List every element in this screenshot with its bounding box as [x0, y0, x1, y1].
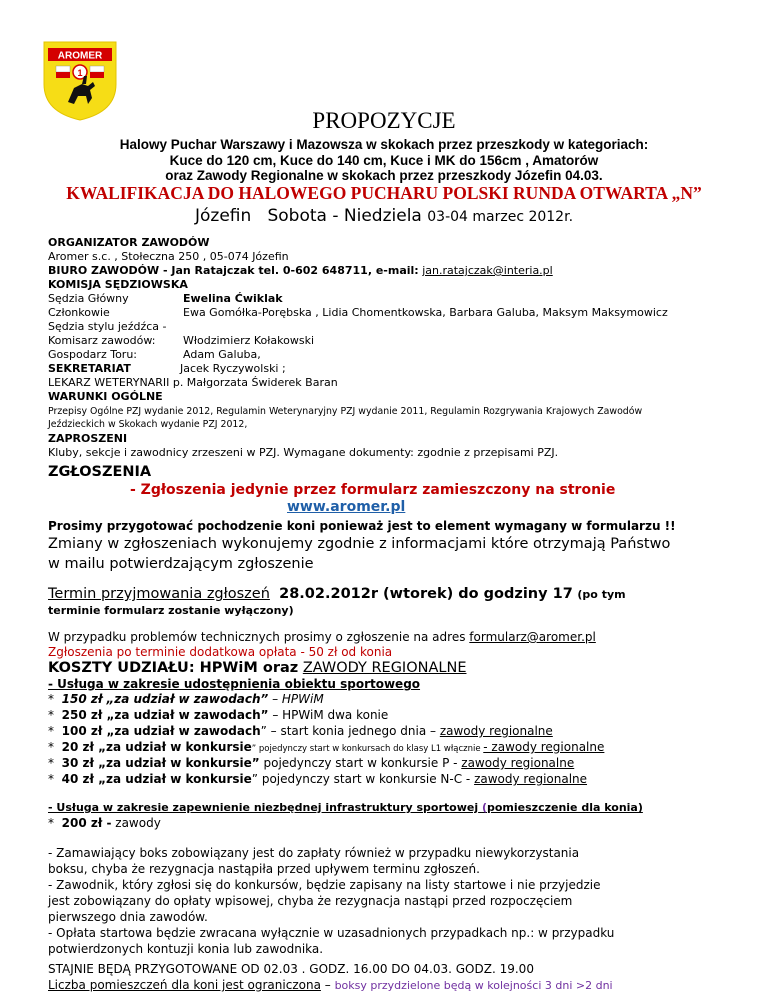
- invited-text: Kluby, sekcje i zawodnicy zrzeszeni w PZJ. Wymagane dokumenty: zgodnie z przepisami PZJ.: [48, 446, 559, 459]
- qualification-heading: KWALIFIKACJA DO HALOWEGO PUCHARU POLSKI RUNDA OTWARTA „N”: [66, 183, 702, 203]
- deadline-after: (po tym: [577, 588, 626, 601]
- cost-item-rest: ” pojedynczy start w konkursie N-C -: [251, 772, 475, 786]
- changes-line-1: Zmiany w zgłoszeniach wykonujemy zgodnie z informacjami które otrzymają Państwo: [48, 536, 671, 552]
- service2-item-bold: 200 zł -: [61, 816, 112, 830]
- cost-item: [48, 724, 553, 738]
- subtitle-line-1: Halowy Puchar Warszawy i Mazowsza w skokach przez przeszkody w kategoriach:: [119, 137, 649, 152]
- judge-value: Ewa Gomółka-Porębska , Lidia Chomentkowska, Barbara Galuba, Maksym Maksymowicz: [183, 306, 668, 319]
- conditions-line-2: Jeździeckich w Skokach wydanie PZJ 2012,: [48, 419, 248, 430]
- event-dates: 03-04 marzec 2012r.: [427, 209, 574, 225]
- judge-label: Sędzia stylu jeźdźca -: [48, 320, 167, 333]
- conditions-line-1: Przepisy Ogólne PZJ wydanie 2012, Regulamin Weterynaryjny PZJ wydanie 2011, Regulamin Rozgrywania Krajowych Zawodów: [48, 406, 643, 417]
- cost-item: [48, 756, 574, 770]
- entries-form-note: - Zgłoszenia jedynie przez formularz zamieszczony na stronie: [130, 482, 616, 498]
- vet-line: LEKARZ WETERYNARII p. Małgorzata Świderek Baran: [48, 376, 338, 389]
- judge-row: [48, 292, 129, 305]
- page-title: PROPOZYCJE: [312, 108, 456, 133]
- stables-dash: –: [320, 978, 335, 992]
- event-date-line: [0, 206, 768, 226]
- cost-item-rest: – HPWiM: [268, 692, 324, 706]
- note-line: potwierdzonych kontuzji konia lub zawodnika.: [48, 942, 324, 956]
- deadline-value: 28.02.2012r (wtorek) do godziny 17: [279, 586, 573, 602]
- judge-row: [48, 334, 156, 347]
- service2-item: [48, 816, 161, 830]
- problems-text: W przypadku problemów technicznych prosimy o zgłoszenie na adres: [48, 630, 466, 644]
- logo-number: 1: [77, 68, 83, 78]
- stables-limited: Liczba pomieszczeń dla koni jest ograniczona: [48, 978, 321, 992]
- judge-label: Komisarz zawodów:: [48, 334, 156, 347]
- late-fee-note: Zgłoszenia po terminie dodatkowa opłata - 50 zł od konia: [48, 645, 393, 659]
- cost-star: *: [48, 708, 54, 722]
- deadline-line-2: terminie formularz zostanie wyłączony): [48, 604, 294, 617]
- deadline-line: [48, 586, 626, 602]
- note-line: boksu, chyba że rezygnacja nastąpiła przed upływem terminu zgłoszeń.: [48, 862, 480, 876]
- entries-heading: ZGŁOSZENIA: [48, 464, 152, 480]
- cost-item-rest: pojedynczy start w konkursie P -: [259, 756, 462, 770]
- stables-limited-line: [48, 978, 613, 992]
- conditions-heading: WARUNKI OGÓLNE: [48, 390, 163, 403]
- invited-heading: ZAPROSZENI: [48, 432, 128, 445]
- costs-heading: [48, 660, 466, 676]
- judge-label: Sędzia Główny: [48, 292, 129, 305]
- organizer-address: Aromer s.c. , Stołeczna 250 , 05-074 Józefin: [48, 250, 289, 263]
- judge-label: Członkowie: [48, 306, 110, 319]
- cost-item-link[interactable]: - zawody regionalne: [483, 740, 605, 754]
- cost-item-bold: 150 zł „za udział w zawodach”: [61, 692, 269, 706]
- stables-allocation: boksy przydzielone będą w kolejności 3 dni >2 dni: [334, 979, 613, 992]
- logo-text: AROMER: [57, 50, 103, 62]
- pedigree-note: Prosimy przygotować pochodzenie koni ponieważ jest to element wymagany w formularzu !!: [48, 519, 676, 533]
- website-link[interactable]: www.aromer.pl: [287, 499, 406, 515]
- cost-star: *: [48, 756, 54, 770]
- cost-item: [48, 692, 324, 706]
- note-line: - Opłata startowa będzie zwracana wyłącznie w uzasadnionych przypadkach np.: w przypadku: [48, 926, 615, 940]
- subtitle-line-3: oraz Zawody Regionalne w skokach przez przeszkody Józefin 04.03.: [165, 168, 603, 183]
- cost-item-bold: 40 zł „za udział w konkursie: [61, 772, 252, 786]
- event-place: Józefin: [194, 206, 252, 226]
- office-email-link[interactable]: jan.ratajczak@interia.pl: [422, 264, 553, 277]
- costs-heading-bold: KOSZTY UDZIAŁU: HPWiM oraz: [48, 660, 299, 676]
- office-label: BIURO ZAWODÓW - Jan Ratajczak tel. 0-602 648711, e-mail:: [48, 264, 419, 277]
- problems-email-link[interactable]: formularz@aromer.pl: [469, 630, 596, 644]
- judge-row: [48, 348, 137, 361]
- cost-item-bold: 250 zł „za udział w zawodach”: [61, 708, 269, 722]
- service2-heading-a: - Usługa w zakresie zapewnienie niezbędnej infrastruktury sportowej: [48, 801, 479, 814]
- judge-label: Gospodarz Toru:: [48, 348, 137, 361]
- note-line: pierwszego dnia zawodów.: [48, 910, 208, 924]
- secretariat-value: Jacek Ryczywolski ;: [180, 362, 286, 375]
- cost-item: [48, 708, 388, 722]
- cost-item: [48, 772, 587, 786]
- cost-item-bold: 100 zł „za udział w zawodach: [61, 724, 261, 738]
- note-line: - Zamawiający boks zobowiązany jest do zapłaty również w przypadku niewykorzystania: [48, 846, 580, 860]
- cost-star: *: [48, 816, 54, 830]
- cost-star: *: [48, 772, 54, 786]
- judge-value: Adam Galuba,: [183, 348, 261, 361]
- cost-item-small: ” pojedynczy start w konkursach do klasy L1 włącznie: [251, 744, 484, 754]
- service2-heading: [48, 801, 643, 814]
- cost-star: *: [48, 724, 54, 738]
- deadline-label: Termin przyjmowania zgłoszeń: [48, 586, 270, 602]
- service2-heading-c: pomieszczenie dla konia): [487, 801, 643, 814]
- cost-item-bold: 20 zł „za udział w konkursie: [61, 740, 252, 754]
- note-line: jest zobowiązany do opłaty wpisowej, chyba że rezygnacja nastąpi przed rozpoczęciem: [48, 894, 573, 908]
- cost-item-link[interactable]: zawody regionalne: [461, 756, 575, 770]
- judge-value: Ewelina Ćwiklak: [183, 292, 283, 305]
- cost-item: [48, 740, 604, 754]
- secretariat-label: SEKRETARIAT: [48, 362, 131, 375]
- changes-line-2: w mailu potwierdzającym zgłoszenie: [48, 556, 314, 572]
- cost-star: *: [48, 740, 54, 754]
- note-line: - Zawodnik, który zgłosi się do konkursów, będzie zapisany na listy startowe i nie przyjedzie: [48, 878, 601, 892]
- cost-item-link[interactable]: zawody regionalne: [474, 772, 588, 786]
- cost-item-rest: – HPWiM dwa konie: [268, 708, 389, 722]
- stables-line: STAJNIE BĘDĄ PRZYGOTOWANE OD 02.03 . GODZ. 16.00 DO 04.03. GODZ. 19.00: [48, 962, 534, 976]
- cost-item-rest: ” – start konia jednego dnia –: [260, 724, 440, 738]
- problems-line: [48, 630, 596, 644]
- service1-heading: - Usługa w zakresie udostępnienia obiektu sportowego: [48, 677, 421, 691]
- event-days: Sobota - Niedziela: [267, 206, 422, 226]
- judge-value: Włodzimierz Kołakowski: [183, 334, 315, 347]
- office-line: [48, 264, 553, 277]
- judges-heading: KOMISJA SĘDZIOWSKA: [48, 278, 188, 291]
- organizer-heading: ORGANIZATOR ZAWODÓW: [48, 236, 210, 249]
- service2-item-rest: zawody: [111, 816, 161, 830]
- costs-heading-link[interactable]: ZAWODY REGIONALNE: [302, 660, 467, 676]
- judge-row: [48, 320, 167, 333]
- judge-row: [48, 306, 110, 319]
- cost-star: *: [48, 692, 54, 706]
- cost-item-link[interactable]: zawody regionalne: [439, 724, 553, 738]
- service2-heading-paren: (: [481, 801, 487, 814]
- cost-item-bold: 30 zł „za udział w konkursie”: [61, 756, 260, 770]
- subtitle-line-2: Kuce do 120 cm, Kuce do 140 cm, Kuce i MK do 156cm , Amatorów: [169, 153, 599, 168]
